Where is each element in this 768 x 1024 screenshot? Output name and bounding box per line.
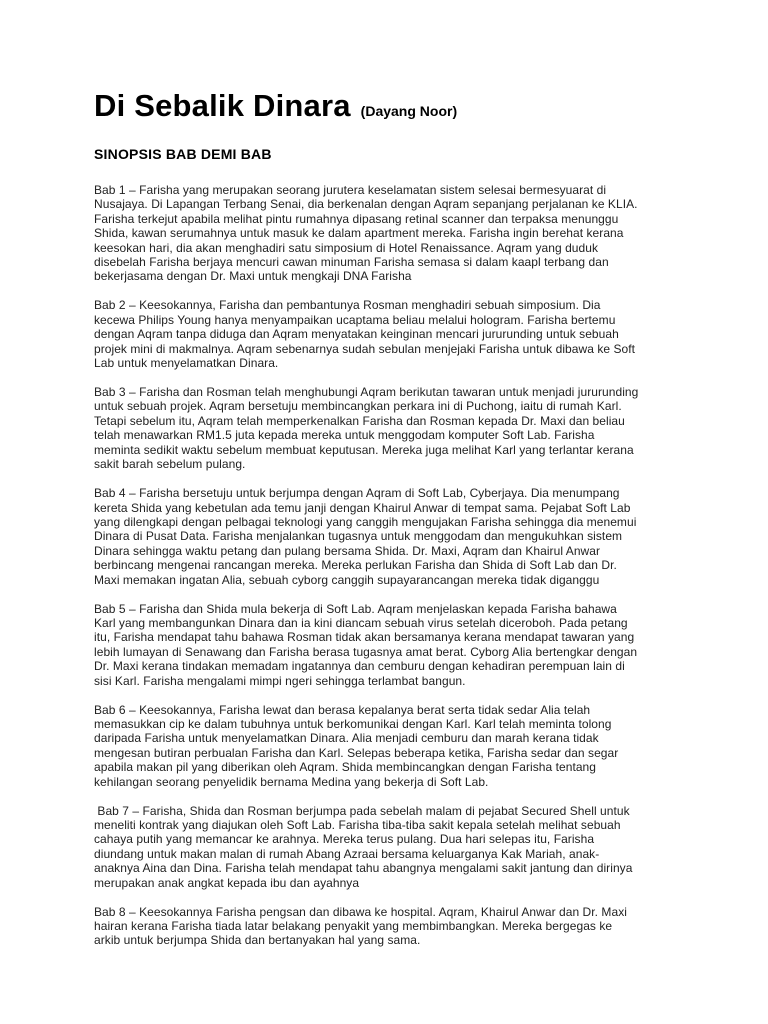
paragraph-line: Bab 6 – Keesokannya, Farisha lewat dan berasa kepalanya berat serta tidak sedar Alia telah [94, 702, 591, 717]
chapter-paragraph [94, 602, 674, 688]
paragraph-line: Bab 1 – Farisha yang merupakan seorang jurutera keselamatan sistem selesai bermesyuarat di [94, 183, 607, 197]
paragraph-line: Bab 3 – Farisha dan Rosman telah menghubungi Aqram berikutan tawaran untuk menjadi jururunding [94, 385, 639, 400]
paragraph-line: lebih lumayan di Senawang dan Farisha berasa tugasnya amat berat. Cyborg Alia bertengkar dengan [94, 644, 638, 659]
title-block [94, 88, 457, 124]
chapter-paragraph [94, 385, 674, 471]
document-title: Di Sebalik Dinara [94, 88, 351, 123]
paragraph-line: telah menawarkan RM1.5 juta kepada mereka untuk menggodam komputer Soft Lab. Farisha [94, 428, 595, 443]
paragraph-line: itu, Farisha mendapat tahu bahawa Rosman tidak akan bersamanya kerana mendapat tawaran yang [94, 630, 635, 645]
paragraph-line: Dinara sehingga waktu petang dan pulang bersama Shida. Dr. Maxi, Aqram dan Khairul Anwar [94, 543, 601, 558]
paragraph-line: Shida, kawan serumahnya untuk masuk ke dalam apartment mereka. Farisha ingin berehat kerana [94, 226, 624, 241]
paragraph-line: untuk sebuah projek. Aqram bersetuju membincangkan perkara ini di Puchong, iaitu di rumah Karl. [94, 399, 622, 414]
paragraph-line: kereta Shida yang kebetulan ada temu janji dengan Khairul Anwar di tempat sama. Pejabat Soft Lab [94, 500, 631, 515]
paragraph-line: Karl yang membangunkan Dinara dan ia kini diancam sebuah virus setelah diceroboh. Pada petang [94, 615, 628, 630]
chapter-list [94, 183, 674, 962]
author-name: (Dayang Noor) [360, 103, 458, 119]
paragraph-line: Dinara di Pusat Data. Farisha menjalankan tugasnya untuk menggodam dan mengukuhkan sistem [94, 529, 623, 544]
paragraph-line: Bab 2 – Keesokannya, Farisha dan pembantunya Rosman menghadiri sebuah simposium. Dia [94, 298, 601, 313]
paragraph-line: Maxi memakan ingatan Alia, sebuah cyborg canggih supayarancangan mereka tidak diganggu [94, 572, 600, 587]
paragraph-line: daripada Farisha untuk menyelamatkan Dinara. Alia menjadi cemburu dan marah kerana tidak [94, 731, 599, 746]
paragraph-line: meminta sedikit waktu sebelum membuat keputusan. Mereka juga melihat Karl yang terlantar kerana [94, 442, 634, 457]
chapter-paragraph [94, 804, 674, 890]
paragraph-line: meneliti kontrak yang diajukan oleh Soft Lab. Farisha tiba-tiba sakit kepala setelah melihat sebuah [94, 818, 621, 832]
chapter-paragraph [94, 183, 674, 284]
paragraph-line: Bab 5 – Farisha dan Shida mula bekerja di Soft Lab. Aqram menjelaskan kepada Farisha bahawa [94, 601, 617, 616]
section-heading: SINOPSIS BAB DEMI BAB [94, 146, 272, 162]
paragraph-line: Bab 7 – Farisha, Shida dan Rosman berjumpa pada sebelah malam di pejabat Secured Shell untuk [94, 803, 630, 818]
paragraph-line: projek mini di makmalnya. Aqram sebenarnya sudah sebulan menjejaki Farisha untuk dibawa ke Soft [94, 341, 636, 356]
paragraph-line: kecewa Philips Young hanya menyampaikan ucaptama beliau melalui hologram. Farisha bertemu [94, 312, 616, 327]
paragraph-line: mengesan butiran perbualan Farisha dan Karl. Selepas beberapa ketika, Farisha sedar dan segar [94, 745, 619, 760]
paragraph-line: keesokan hari, dia akan menghadiri satu simposium di Hotel Renaissance. Aqram yang duduk [94, 240, 599, 255]
paragraph-line: hairan kerana Farisha tiada latar belakang penyakit yang membimbangkan. Mereka bergegas ke [94, 919, 613, 934]
paragraph-line: dengan Aqram tanpa diduga dan Aqram menyatakan keinginan mencari jururunding untuk sebuah [94, 327, 619, 342]
paragraph-line: Bab 8 – Keesokannya Farisha pengsan dan dibawa ke hospital. Aqram, Khairul Anwar dan Dr. Maxi [94, 904, 627, 919]
paragraph-line: yang dilengkapi dengan pelbagai teknologi yang canggih mengujakan Farisha sehingga dia menemui [94, 514, 637, 529]
paragraph-line: kehilangan seorang penyelidik bernama Medina yang bekerja di Soft Lab. [94, 774, 489, 789]
paragraph-line: arkib untuk berjumpa Shida dan bertanyakan hal yang sama. [94, 933, 421, 948]
paragraph-line: Dr. Maxi kerana tindakan memadam ingatannya dan cemburu dengan kehadiran perempuan lain di [94, 659, 625, 674]
paragraph-line: Nusajaya. Di Lapangan Terbang Senai, dia berkenalan dengan Aqram sepanjang perjalanan ke KLIA. [94, 197, 638, 212]
paragraph-line: anaknya Aina dan Dina. Farisha telah mendapat tahu abangnya mengalami sakit jantung dan dirinya [94, 861, 633, 876]
paragraph-line: sisi Karl. Farisha mengalami mimpi ngeri sehingga terlambat bangun. [94, 673, 466, 688]
chapter-paragraph [94, 298, 674, 370]
chapter-paragraph [94, 703, 674, 789]
paragraph-line: Farisha terkejut apabila melihat pintu rumahnya dipasang retinal scanner dan terpaksa menunggu [94, 211, 619, 226]
paragraph-line: bekerjasama dengan Dr. Maxi untuk mengkaji DNA Farisha [94, 269, 412, 284]
paragraph-line: Lab untuk menyelamatkan Dinara. [94, 356, 279, 371]
paragraph-line: disebelah Farisha berjaya mencuri cawan minuman Farisha semasa si dalam kaapl terbang dan [94, 255, 609, 270]
paragraph-line: sakit barah sebelum pulang. [94, 457, 246, 472]
paragraph-line: memasukkan cip ke dalam tubuhnya untuk berkomunikai dengan Karl. Karl telah meminta tolong [94, 716, 612, 731]
chapter-paragraph [94, 486, 674, 587]
paragraph-line: Bab 4 – Farisha bersetuju untuk berjumpa dengan Aqram di Soft Lab, Cyberjaya. Dia menumpang [94, 486, 620, 501]
paragraph-line: berbincang mengenai rancangan mereka. Mereka perlukan Farisha dan Shida di Soft Lab dan Dr. [94, 558, 617, 573]
paragraph-line: cahaya putih yang memancar ke arahnya. Mereka terus pulang. Dua hari selepas itu, Farisha [94, 832, 595, 847]
paragraph-line: apabila makan pil yang diberikan oleh Aqram. Shida membincangkan dengan Farisha tentang [94, 760, 597, 775]
paragraph-line: diundang untuk makan malan di rumah Abang Azraai bersama keluarganya Kak Mariah, anak- [94, 846, 600, 861]
chapter-paragraph [94, 905, 674, 948]
paragraph-line: Tetapi sebelum itu, Aqram telah memperkenalkan Farisha dan Rosman kepada Dr. Maxi dan beliau [94, 413, 625, 428]
paragraph-line: merupakan anak angkat kepada ibu dan ayahnya [94, 875, 360, 890]
